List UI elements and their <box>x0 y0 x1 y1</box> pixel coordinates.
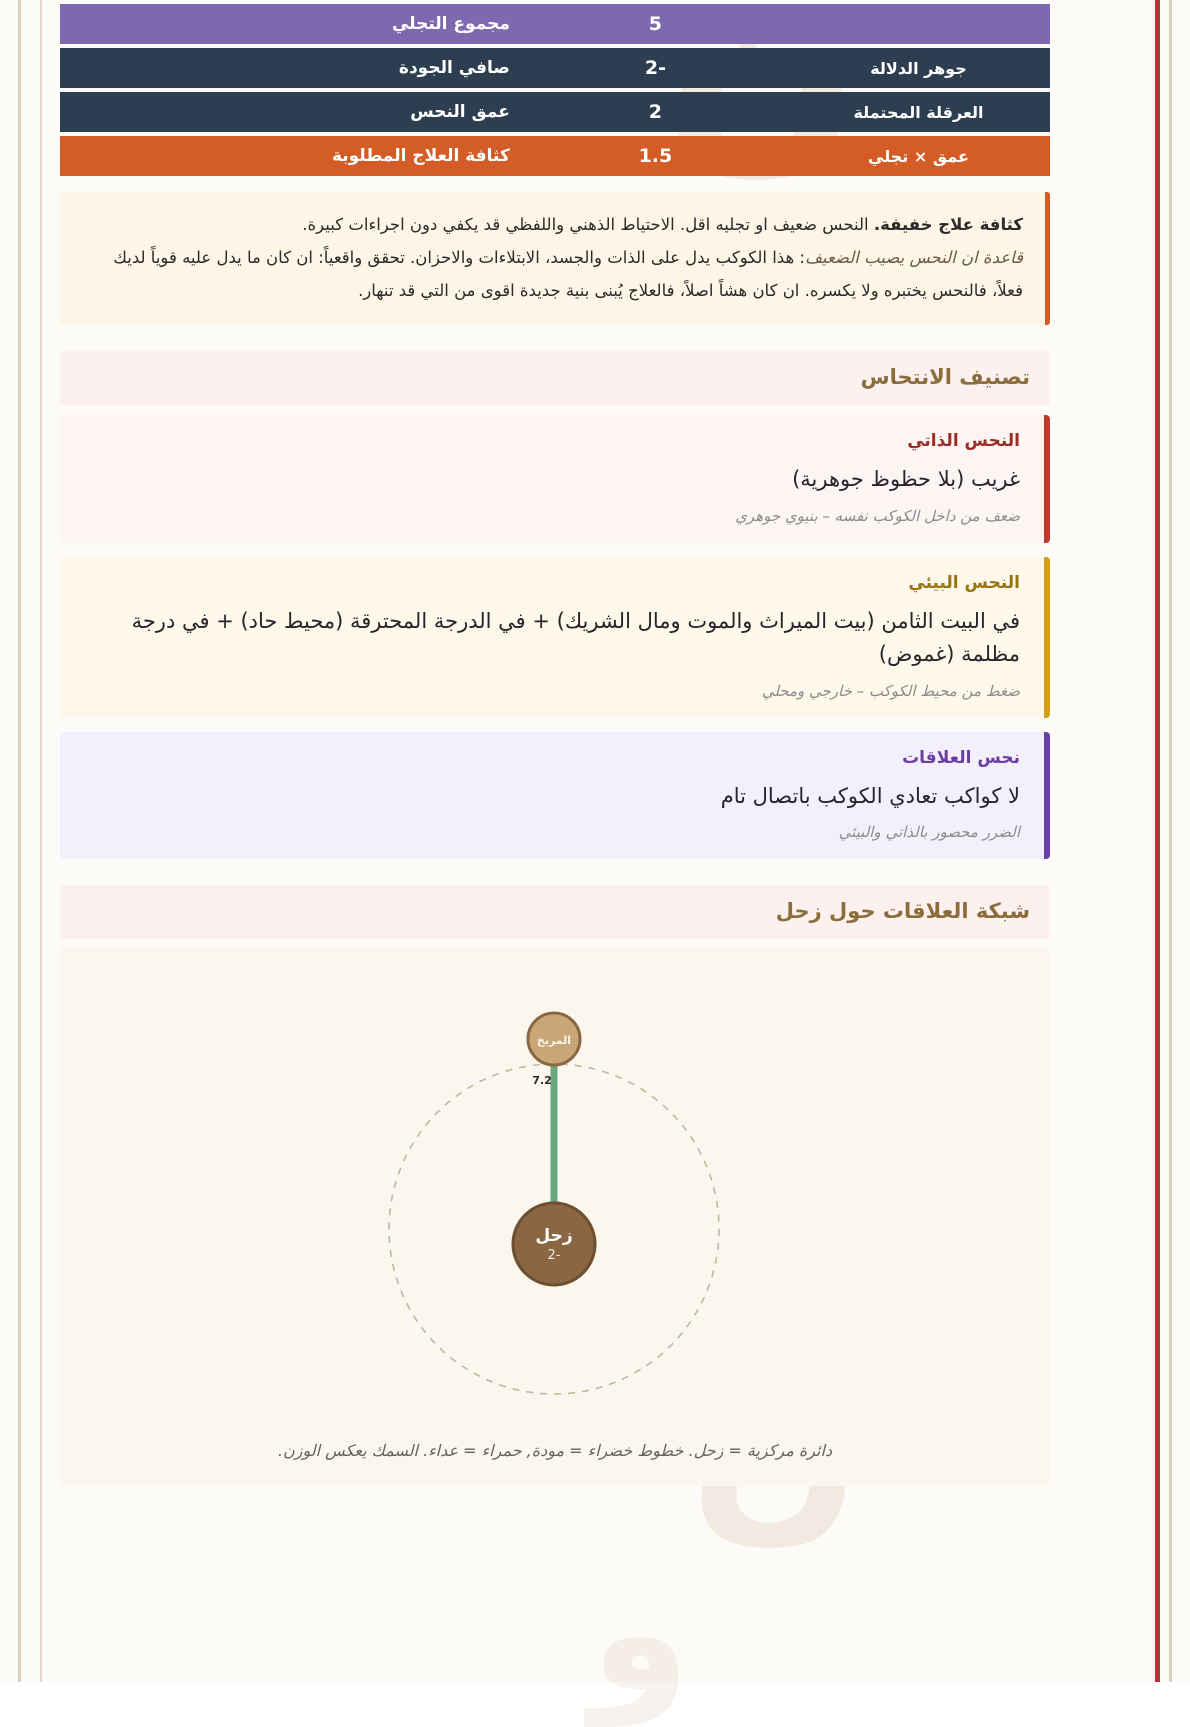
table-cell-note: العرقلة المحتملة <box>787 92 1050 132</box>
callout-line-1 <box>82 208 1023 241</box>
card-body: لا كواكب تعادي الكوكب باتصال تام <box>720 783 1020 808</box>
table-cell-value: 2 <box>524 92 787 132</box>
table-cell-note <box>787 4 1050 44</box>
callout-line-2-rest: : هذا الكوكب يدل على الذات والجسد، الابتلاءات والاحزان. تحقق واقعياً: ان كان ما يدل عليه قوياً لديك فعلاً، فالنحس يختبره ولا يكسره. ان كان هشاً اصلاً، فالعلاج يُبنى بنية جديدة اقوى من التي قد تنهار. <box>113 248 1023 300</box>
classification-card-relational <box>60 732 1050 860</box>
table-row <box>60 48 1050 88</box>
card-title: النحس الذاتي <box>907 431 1020 451</box>
table-row <box>60 136 1050 176</box>
callout-line-1-rest: النحس ضعيف او تجليه اقل. الاحتياط الذهني واللفظي قد يكفي دون اجراءات كبيرة. <box>302 215 874 234</box>
relationship-network-panel <box>60 947 1050 1486</box>
card-body: غريب (بلا حظوظ جوهرية) <box>792 467 1020 491</box>
table-row <box>60 92 1050 132</box>
watermark-glyph: و <box>590 1540 690 1727</box>
table-row <box>60 4 1050 44</box>
callout-rule-name: قاعدة ان النحس يصيب الضعيف <box>804 248 1023 267</box>
callout-line-2 <box>82 241 1023 307</box>
table-cell-value: -2 <box>524 48 787 88</box>
interpretation-callout <box>60 192 1050 325</box>
table-cell-note: عمق × تجلي <box>787 136 1050 176</box>
network-node-saturn-value: -2 <box>547 1248 561 1264</box>
network-svg <box>60 967 1050 1437</box>
relationship-graph <box>60 967 1050 1437</box>
card-subtitle: الضرر محصور بالذاتي والبيئي <box>838 823 1020 842</box>
page-inner-rule <box>40 0 42 1682</box>
table-cell-note: جوهر الدلالة <box>787 48 1050 88</box>
card-subtitle: ضغط من محيط الكوكب – خارجي ومحلي <box>761 681 1020 700</box>
section-header-classification: تصنيف الانتحاس <box>60 351 1050 405</box>
classification-card-self <box>60 415 1050 543</box>
card-body: في البيت الثامن (بيت الميراث والموت ومال الشريك) + في الدرجة المحترقة (محيط حاد) + في درجة مظلمة (غموض) <box>131 608 1020 667</box>
table-cell-label: عمق النحس <box>60 92 524 132</box>
callout-lead: كثافة علاج خفيفة. <box>873 215 1023 234</box>
page-accent-bar <box>1155 0 1160 1682</box>
table-cell-label: كثافة العلاج المطلوبة <box>60 136 524 176</box>
summary-table <box>60 0 1050 180</box>
network-caption: دائرة مركزية = زحل. خطوط خضراء = مودة, حمراء = عداء. السمك يعكس الوزن. <box>277 1441 833 1461</box>
card-title: نحس العلاقات <box>902 747 1020 768</box>
classification-card-environmental <box>60 557 1050 718</box>
card-title: النحس البيئي <box>908 572 1020 593</box>
section-header-network: شبكة العلاقات حول زحل <box>60 885 1050 939</box>
card-subtitle: ضعف من داخل الكوكب نفسه – بنيوي جوهري <box>735 506 1020 525</box>
network-node-saturn-label: زحل <box>535 1226 573 1247</box>
table-cell-value: 5 <box>524 4 787 44</box>
table-cell-label: صافي الجودة <box>60 48 524 88</box>
table-cell-value: 1.5 <box>524 136 787 176</box>
page-content <box>60 0 1050 1486</box>
network-node-mars-label: المريخ <box>536 1034 572 1048</box>
table-cell-label: مجموع التجلي <box>60 4 524 44</box>
classification-card-list <box>60 415 1050 859</box>
edge-weight-label: 7.2 <box>532 1074 552 1088</box>
